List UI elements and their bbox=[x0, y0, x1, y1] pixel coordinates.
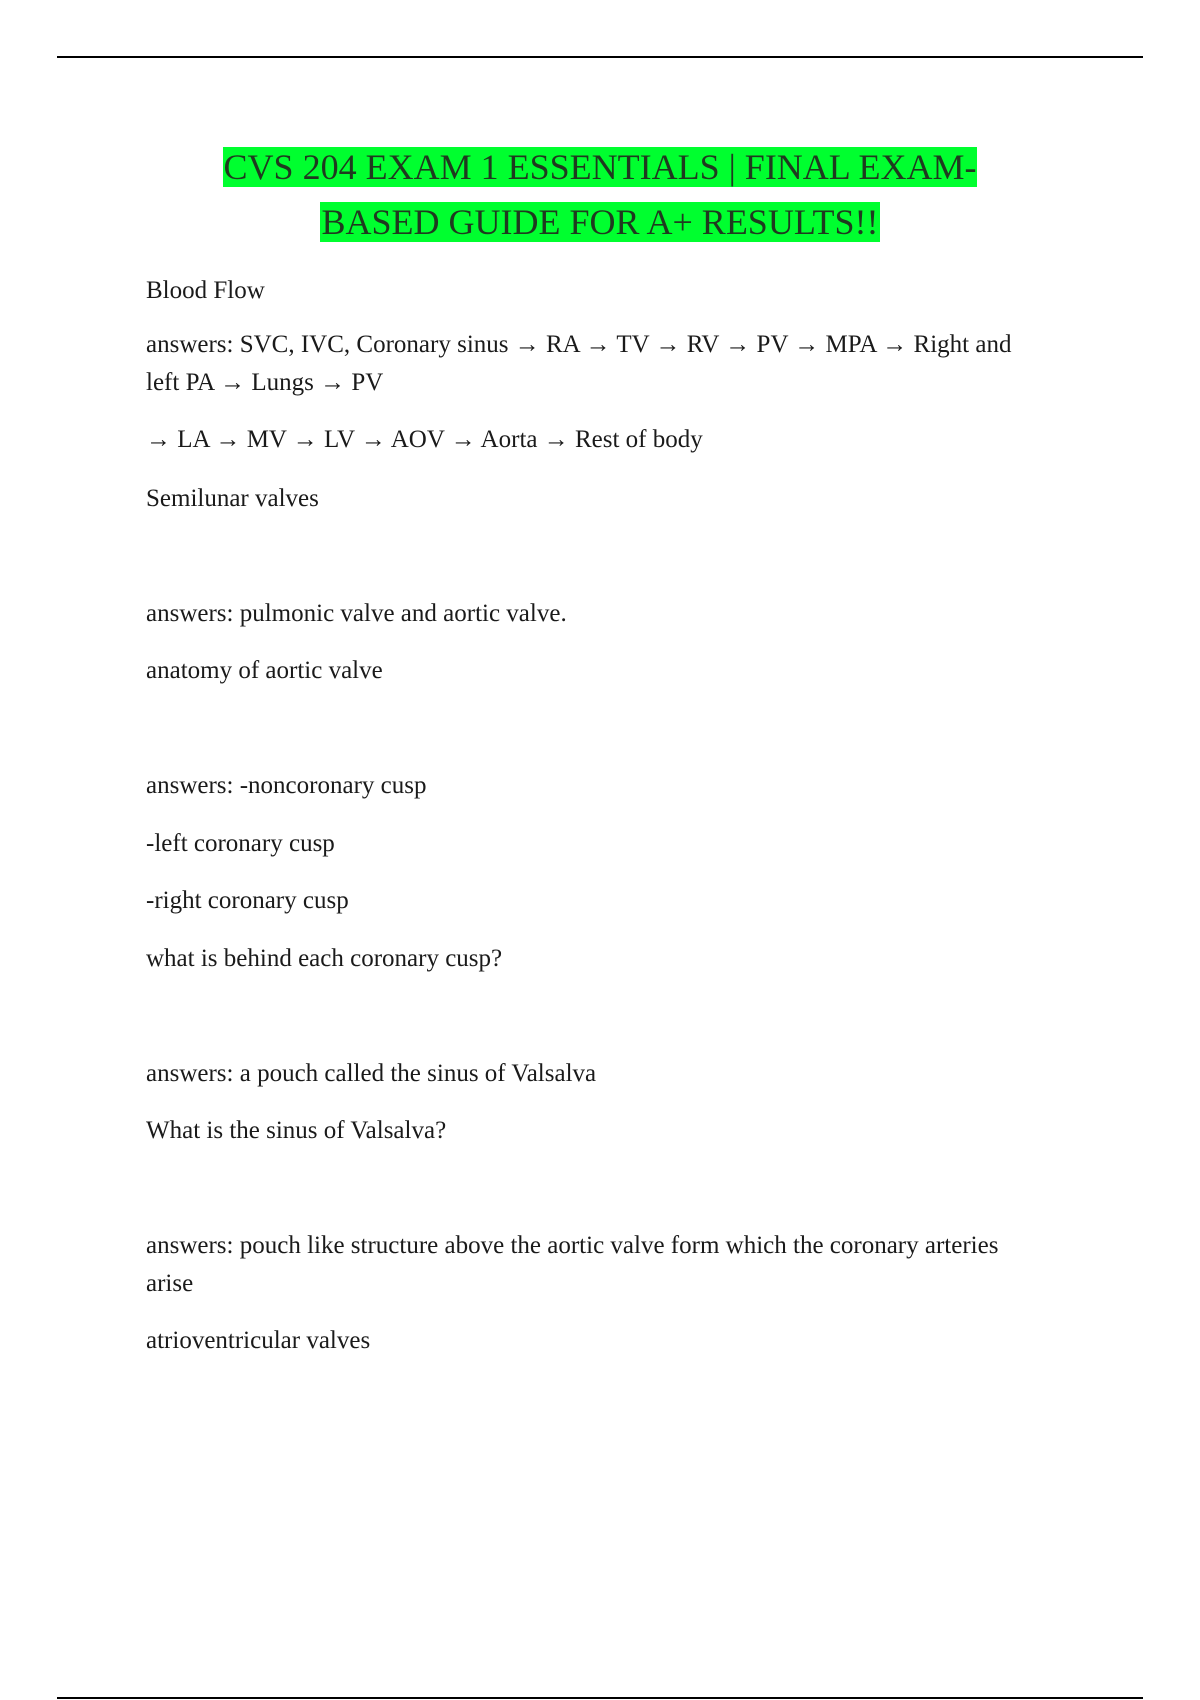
question-semilunar-valves: Semilunar valves bbox=[146, 485, 319, 512]
question-blood-flow: Blood Flow bbox=[146, 277, 265, 304]
answer-semilunar-valves: answers: pulmonic valve and aortic valve. bbox=[146, 600, 567, 627]
title-line-1: CVS 204 EXAM 1 ESSENTIALS | FINAL EXAM- bbox=[223, 147, 977, 187]
answer-noncoronary-cusp: answers: -noncoronary cusp bbox=[146, 772, 427, 799]
top-rule bbox=[57, 56, 1143, 58]
question-sinus-of-valsalva: What is the sinus of Valsalva? bbox=[146, 1117, 447, 1144]
answer-right-coronary-cusp: -right coronary cusp bbox=[146, 887, 349, 914]
answer-left-coronary-cusp: -left coronary cusp bbox=[146, 830, 335, 857]
question-behind-coronary-cusp: what is behind each coronary cusp? bbox=[146, 945, 503, 972]
question-atrioventricular-valves: atrioventricular valves bbox=[146, 1327, 371, 1354]
answer-blood-flow: answers: SVC, IVC, Coronary sinus → RA → TV → RV → PV → MPA → Right and left PA → Lungs → PV bbox=[146, 331, 1012, 396]
answer-sinus-of-valsalva: answers: pouch like structure above the aortic valve form which the coronary arteries arise bbox=[146, 1232, 999, 1297]
answer-blood-flow-continued: → LA → MV → LV → AOV → Aorta → Rest of body bbox=[146, 426, 703, 453]
document-title bbox=[146, 140, 1054, 250]
title-line-2: BASED GUIDE FOR A+ RESULTS!! bbox=[321, 202, 879, 242]
bottom-rule bbox=[57, 1697, 1143, 1699]
question-aortic-valve-anatomy: anatomy of aortic valve bbox=[146, 657, 383, 684]
answer-sinus-pouch: answers: a pouch called the sinus of Valsalva bbox=[146, 1060, 597, 1087]
